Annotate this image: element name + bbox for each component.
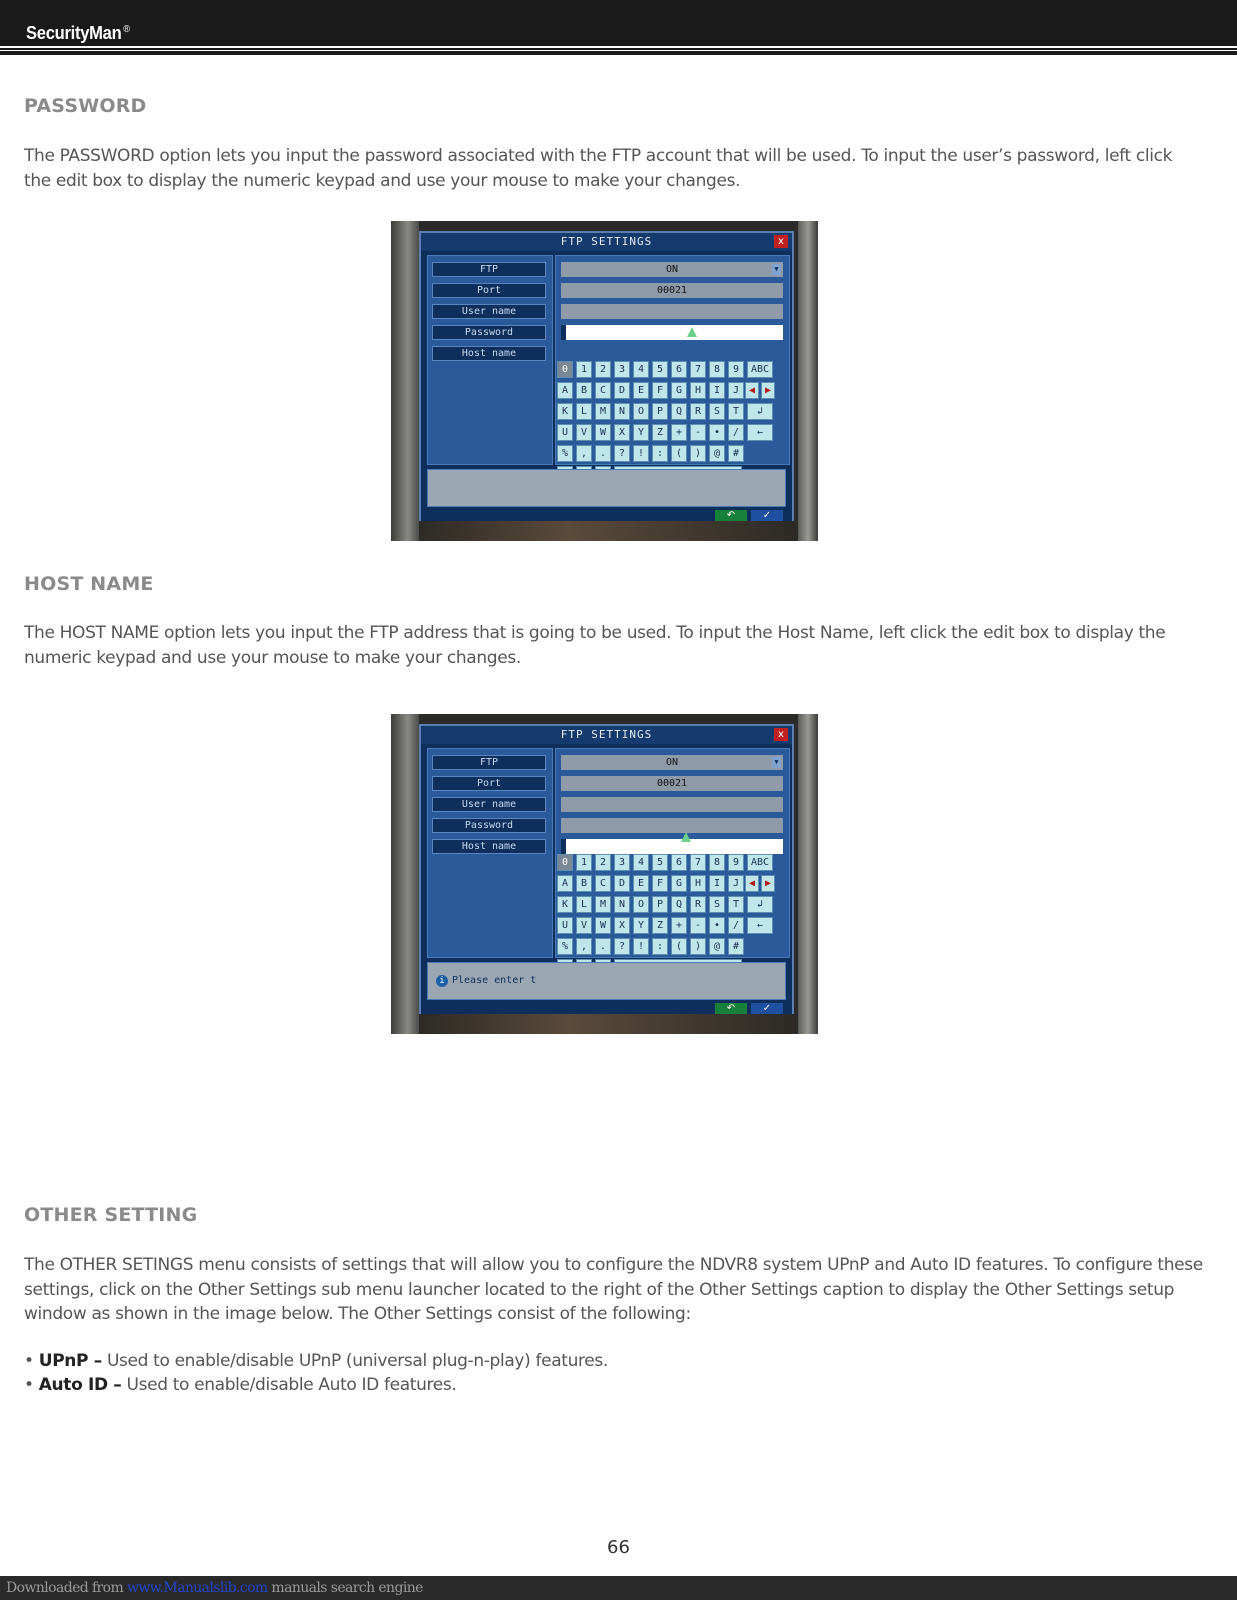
keypad-key: 5 xyxy=(652,854,668,871)
keypad-key: G xyxy=(671,382,687,399)
keypad-key: 3 xyxy=(614,854,630,871)
keypad-key: B xyxy=(576,382,592,399)
keypad-key: 8 xyxy=(709,361,725,378)
keypad-key: N xyxy=(614,896,630,913)
keypad-key: X xyxy=(614,424,630,441)
keypad-key: 1 xyxy=(576,361,592,378)
section-body-host-name: The HOST NAME option lets you input the FTP address that is going to be used. To input the Host Name, left click the edit box to display the numeric keypad and use your mouse to make your changes. xyxy=(24,623,1166,668)
keypad-key: 0 xyxy=(557,854,573,871)
keypad-key: P xyxy=(652,896,668,913)
label-user-name: User name xyxy=(432,304,546,319)
status-panel xyxy=(427,962,786,1000)
keypad-key: ? xyxy=(614,445,630,462)
keypad-key: ▶ xyxy=(761,875,775,892)
keypad-key: ↲ xyxy=(747,896,773,913)
keypad-key: : xyxy=(652,938,668,955)
keypad-key: ← xyxy=(747,917,773,934)
keypad-key: 7 xyxy=(690,854,706,871)
keypad-key: + xyxy=(671,424,687,441)
keypad-key: E xyxy=(633,875,649,892)
label-ftp: FTP xyxy=(432,755,546,770)
dialog-title: FTP SETTINGS xyxy=(421,726,792,744)
footer-text: Downloaded from www.Manualslib.com manuals search engine xyxy=(6,1580,423,1596)
keypad-key: Y xyxy=(633,917,649,934)
keypad-key: • xyxy=(709,424,725,441)
section-heading-password: PASSWORD xyxy=(24,95,147,117)
keypad-key: ABC xyxy=(747,361,773,378)
keypad-key: V xyxy=(576,424,592,441)
section-body-other-setting: The OTHER SETINGS menu consists of settings that will allow you to configure the NDVR8 system UPnP and Auto ID features. To configure these settings, click on the Other Settings sub menu launcher located to the right of the Other Settings caption to display the Other Settings setup window as shown in the image below. The Other Settings consist of the following: xyxy=(24,1255,1203,1324)
keypad-key: M xyxy=(595,896,611,913)
keypad-key: Y xyxy=(633,424,649,441)
user-name-field xyxy=(561,304,783,319)
label-host-name: Host name xyxy=(432,839,546,854)
keypad-key: Q xyxy=(671,403,687,420)
section-heading-host-name: HOST NAME xyxy=(24,573,154,595)
keypad-key: Z xyxy=(652,424,668,441)
keypad-key: T xyxy=(728,403,744,420)
keypad-key: F xyxy=(652,382,668,399)
keypad-key: + xyxy=(671,917,687,934)
keypad-key: L xyxy=(576,896,592,913)
confirm-icon: ✓ xyxy=(751,1003,783,1015)
keypad-key: W xyxy=(595,917,611,934)
keypad-key: J xyxy=(728,382,744,399)
keypad-key: ) xyxy=(690,445,706,462)
keypad-key: D xyxy=(614,875,630,892)
keypad-key: O xyxy=(633,403,649,420)
chevron-down-icon: ▼ xyxy=(772,264,781,275)
page-number: 66 xyxy=(607,1537,630,1558)
close-icon: x xyxy=(774,235,788,248)
keypad-key: ← xyxy=(747,424,773,441)
header-rule-thick xyxy=(0,51,1237,55)
label-password: Password xyxy=(432,325,546,340)
keypad-key: 9 xyxy=(728,854,744,871)
keypad-key: A xyxy=(557,875,573,892)
hint-message: i Please enter t xyxy=(436,975,536,987)
label-port: Port xyxy=(432,776,546,791)
footer-link[interactable]: www.Manualslib.com xyxy=(127,1580,268,1596)
keypad-key: ( xyxy=(671,938,687,955)
port-value-field: 00021 xyxy=(561,776,783,791)
ftp-value-field: ON ▼ xyxy=(561,755,783,770)
confirm-icon: ✓ xyxy=(751,510,783,522)
keypad xyxy=(555,359,787,479)
keypad-key: O xyxy=(633,896,649,913)
keypad-key: I xyxy=(709,382,725,399)
back-icon: ↶ xyxy=(715,510,747,522)
keypad-key: 3 xyxy=(614,361,630,378)
chevron-down-icon: ▼ xyxy=(772,757,781,768)
keypad-key: W xyxy=(595,424,611,441)
ftp-settings-window xyxy=(419,724,794,1016)
keypad-key: : xyxy=(652,445,668,462)
keypad-key: 1 xyxy=(576,854,592,871)
keypad-key: 2 xyxy=(595,854,611,871)
keypad-key: Q xyxy=(671,896,687,913)
keypad-key: ABC xyxy=(747,854,773,871)
password-field xyxy=(561,325,783,340)
keypad-key: L xyxy=(576,403,592,420)
keypad-key: 2 xyxy=(595,361,611,378)
keypad-key: K xyxy=(557,403,573,420)
ftp-settings-screenshot-password xyxy=(391,221,818,541)
ftp-settings-screenshot-host-name xyxy=(391,714,818,1034)
keypad-key: / xyxy=(728,917,744,934)
keypad-key: Z xyxy=(652,917,668,934)
keypad-key: V xyxy=(576,917,592,934)
keypad-key: % xyxy=(557,938,573,955)
keypad-key: / xyxy=(728,424,744,441)
brand-logo: SecurityMan ® xyxy=(26,23,130,43)
keypad-key: 4 xyxy=(633,854,649,871)
info-icon: i xyxy=(436,975,448,987)
keypad-key: S xyxy=(709,403,725,420)
keypad-key: H xyxy=(690,382,706,399)
dialog-title: FTP SETTINGS xyxy=(421,233,792,251)
keypad-key: - xyxy=(690,917,706,934)
back-icon: ↶ xyxy=(715,1003,747,1015)
keypad-key: K xyxy=(557,896,573,913)
keypad-key: . xyxy=(595,938,611,955)
user-name-field xyxy=(561,797,783,812)
keypad-key: E xyxy=(633,382,649,399)
keypad-key: F xyxy=(652,875,668,892)
keypad-key: A xyxy=(557,382,573,399)
keypad-key: ◀ xyxy=(745,382,759,399)
keypad-key: X xyxy=(614,917,630,934)
keypad-key: R xyxy=(690,896,706,913)
keypad-key: 8 xyxy=(709,854,725,871)
keypad-key: N xyxy=(614,403,630,420)
keypad-key: C xyxy=(595,382,611,399)
bullet-auto-id: • Auto ID – Used to enable/disable Auto ID features. xyxy=(24,1375,457,1395)
keypad-key: • xyxy=(709,917,725,934)
label-user-name: User name xyxy=(432,797,546,812)
mouse-cursor-icon xyxy=(681,832,691,842)
mouse-cursor-icon xyxy=(687,327,697,337)
keypad-key: 5 xyxy=(652,361,668,378)
keypad xyxy=(555,852,787,972)
keypad-key: 6 xyxy=(671,854,687,871)
header-bar xyxy=(0,0,1237,46)
keypad-key: ( xyxy=(671,445,687,462)
keypad-key: R xyxy=(690,403,706,420)
keypad-key: # xyxy=(728,938,744,955)
keypad-key: , xyxy=(576,445,592,462)
keypad-key: 6 xyxy=(671,361,687,378)
keypad-key: H xyxy=(690,875,706,892)
keypad-key: 7 xyxy=(690,361,706,378)
label-host-name: Host name xyxy=(432,346,546,361)
keypad-key: T xyxy=(728,896,744,913)
keypad-key: P xyxy=(652,403,668,420)
label-port: Port xyxy=(432,283,546,298)
keypad-key: U xyxy=(557,917,573,934)
password-field xyxy=(561,818,783,833)
port-value-field: 00021 xyxy=(561,283,783,298)
keypad-key: U xyxy=(557,424,573,441)
keypad-key: ▶ xyxy=(761,382,775,399)
footer-bar xyxy=(0,1576,1237,1600)
ftp-settings-window xyxy=(419,231,794,523)
keypad-key: ◀ xyxy=(745,875,759,892)
ftp-value-field: ON ▼ xyxy=(561,262,783,277)
keypad-key: ! xyxy=(633,445,649,462)
keypad-key: ! xyxy=(633,938,649,955)
keypad-key: 9 xyxy=(728,361,744,378)
keypad-key: ) xyxy=(690,938,706,955)
section-heading-other-setting: OTHER SETTING xyxy=(24,1204,198,1226)
keypad-key: I xyxy=(709,875,725,892)
close-icon: x xyxy=(774,728,788,741)
keypad-key: C xyxy=(595,875,611,892)
keypad-key: G xyxy=(671,875,687,892)
keypad-key: ? xyxy=(614,938,630,955)
keypad-key: 0 xyxy=(557,361,573,378)
label-ftp: FTP xyxy=(432,262,546,277)
keypad-key: % xyxy=(557,445,573,462)
keypad-key: ↲ xyxy=(747,403,773,420)
keypad-key: # xyxy=(728,445,744,462)
keypad-key: @ xyxy=(709,938,725,955)
keypad-key: M xyxy=(595,403,611,420)
section-body-password: The PASSWORD option lets you input the password associated with the FTP account that will be used. To input the user’s password, left click the edit box to display the numeric keypad and use your mouse to make your changes. xyxy=(24,146,1173,191)
bullet-upnp: • UPnP – Used to enable/disable UPnP (universal plug-n-play) features. xyxy=(24,1351,608,1371)
header-rule-thin xyxy=(0,48,1237,50)
keypad-key: S xyxy=(709,896,725,913)
keypad-key: J xyxy=(728,875,744,892)
keypad-key: D xyxy=(614,382,630,399)
label-password: Password xyxy=(432,818,546,833)
status-panel xyxy=(427,469,786,507)
keypad-key: 4 xyxy=(633,361,649,378)
keypad-key: - xyxy=(690,424,706,441)
keypad-key: , xyxy=(576,938,592,955)
keypad-key: B xyxy=(576,875,592,892)
keypad-key: @ xyxy=(709,445,725,462)
keypad-key: . xyxy=(595,445,611,462)
